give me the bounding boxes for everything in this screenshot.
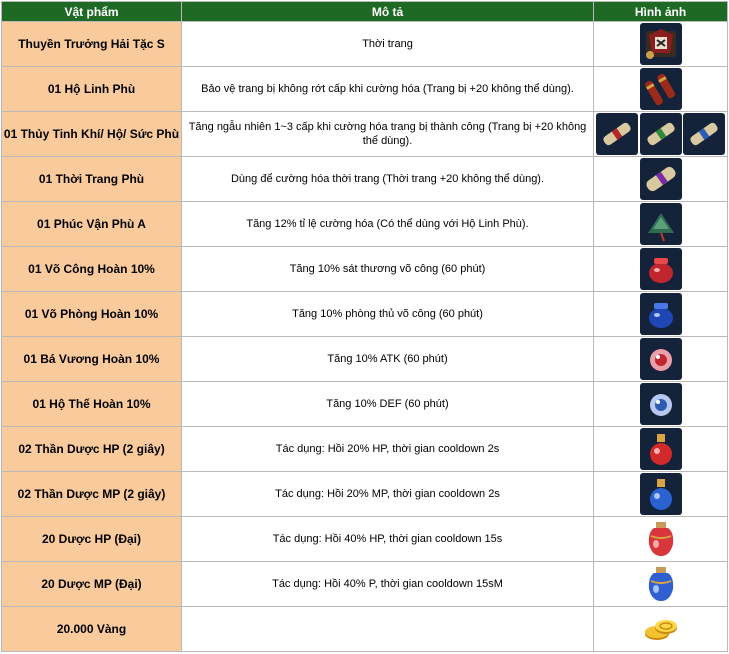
- table-row: [2, 427, 728, 472]
- item-image-cell: [594, 247, 728, 292]
- item-name: 20.000 Vàng: [2, 607, 182, 652]
- scroll-icon: [640, 158, 682, 200]
- item-description: Thời trang: [182, 22, 594, 67]
- blue-flask-icon: [640, 563, 682, 605]
- item-name: 01 Thời Trang Phù: [2, 157, 182, 202]
- table-row: [2, 292, 728, 337]
- scroll-pair-icon: [640, 68, 682, 110]
- item-name: 01 Bá Vương Hoàn 10%: [2, 337, 182, 382]
- header-description: Mô tả: [182, 2, 594, 22]
- item-image-cell: [594, 517, 728, 562]
- item-name: 20 Dược HP (Đại): [2, 517, 182, 562]
- gold-coins-icon: [640, 608, 682, 650]
- table-row: [2, 517, 728, 562]
- item-description: Dùng để cường hóa thời trang (Thời trang +20 không thể dùng).: [182, 157, 594, 202]
- item-image-cell: [594, 337, 728, 382]
- item-image-cell: [594, 112, 728, 157]
- red-scroll-icon: [596, 113, 638, 155]
- header-image: Hình ảnh: [594, 2, 728, 22]
- table-row: [2, 247, 728, 292]
- item-name: 01 Võ Công Hoàn 10%: [2, 247, 182, 292]
- table-row: [2, 472, 728, 517]
- item-description: Tác dụng: Hồi 40% HP, thời gian cooldown 15s: [182, 517, 594, 562]
- item-image-cell: [594, 427, 728, 472]
- table-row: [2, 202, 728, 247]
- item-image-cell: [594, 562, 728, 607]
- blue-pill-icon: [640, 383, 682, 425]
- table-row: [2, 337, 728, 382]
- item-description: Tăng ngẫu nhiên 1~3 cấp khi cường hóa trang bị thành công (Trang bị +20 không thể dùng).: [182, 112, 594, 157]
- item-name: 01 Phúc Vận Phù A: [2, 202, 182, 247]
- table-row: [2, 157, 728, 202]
- header-item: Vật phẩm: [2, 2, 182, 22]
- item-description: Bảo vệ trang bị không rớt cấp khi cường hóa (Trang bị +20 không thể dùng).: [182, 67, 594, 112]
- table-row: [2, 562, 728, 607]
- table-row: [2, 382, 728, 427]
- item-description: Tăng 10% DEF (60 phút): [182, 382, 594, 427]
- red-pill-icon: [640, 338, 682, 380]
- item-image-cell: [594, 607, 728, 652]
- item-name: 02 Thần Dược MP (2 giây): [2, 472, 182, 517]
- blue-jar-icon: [640, 293, 682, 335]
- item-image-cell: [594, 157, 728, 202]
- item-description: Tăng 10% phòng thủ võ công (60 phút): [182, 292, 594, 337]
- red-potion-icon: [640, 428, 682, 470]
- blue-potion-icon: [640, 473, 682, 515]
- icon-group: [594, 113, 727, 155]
- item-image-cell: [594, 472, 728, 517]
- green-scroll-icon: [640, 113, 682, 155]
- table-row: [2, 22, 728, 67]
- header-row: [2, 2, 728, 22]
- item-description: [182, 607, 594, 652]
- item-description: Tăng 10% sát thương võ công (60 phút): [182, 247, 594, 292]
- item-image-cell: [594, 202, 728, 247]
- red-jar-icon: [640, 248, 682, 290]
- pirate-captain-costume-icon: [640, 23, 682, 65]
- items-table: [1, 1, 728, 652]
- table-row: [2, 607, 728, 652]
- table-row: [2, 112, 728, 157]
- table-row: [2, 67, 728, 112]
- item-description: Tăng 10% ATK (60 phút): [182, 337, 594, 382]
- item-name: 01 Võ Phòng Hoàn 10%: [2, 292, 182, 337]
- item-description: Tác dụng: Hồi 20% MP, thời gian cooldown 2s: [182, 472, 594, 517]
- item-name: 02 Thần Dược HP (2 giây): [2, 427, 182, 472]
- item-description: Tăng 12% tỉ lệ cường hóa (Có thể dùng với Hộ Linh Phù).: [182, 202, 594, 247]
- item-image-cell: [594, 292, 728, 337]
- fan-charm-icon: [640, 203, 682, 245]
- item-image-cell: [594, 22, 728, 67]
- item-description: Tác dụng: Hồi 40% P, thời gian cooldown 15sM: [182, 562, 594, 607]
- item-description: Tác dụng: Hồi 20% HP, thời gian cooldown 2s: [182, 427, 594, 472]
- item-image-cell: [594, 67, 728, 112]
- item-image-cell: [594, 382, 728, 427]
- item-name: 01 Thủy Tinh Khí/ Hộ/ Sức Phù: [2, 112, 182, 157]
- item-name: Thuyền Trưởng Hải Tặc S: [2, 22, 182, 67]
- item-name: 20 Dược MP (Đại): [2, 562, 182, 607]
- red-flask-icon: [640, 518, 682, 560]
- item-name: 01 Hộ Thế Hoàn 10%: [2, 382, 182, 427]
- item-name: 01 Hộ Linh Phù: [2, 67, 182, 112]
- blue-scroll-icon: [683, 113, 725, 155]
